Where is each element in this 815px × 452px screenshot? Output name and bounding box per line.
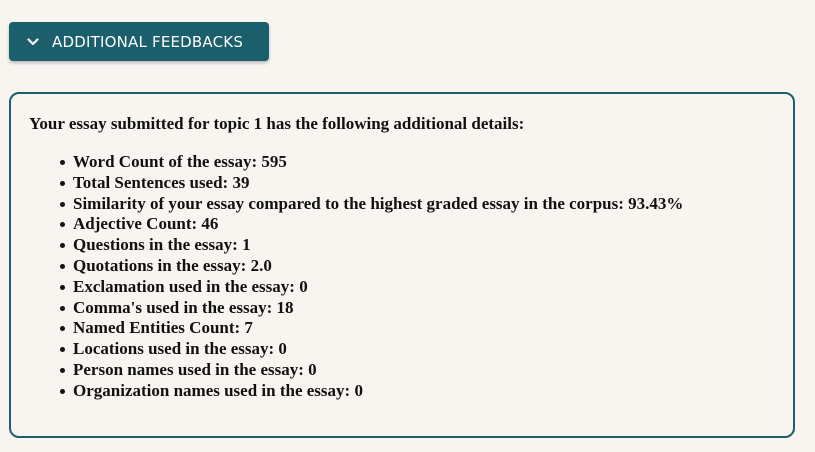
details-intro: Your essay submitted for topic 1 has the following additional details: xyxy=(29,114,525,133)
details-list xyxy=(73,152,683,402)
detail-adjective-count: Adjective Count: 46 xyxy=(73,214,683,235)
additional-feedbacks-label: ADDITIONAL FEEDBACKS xyxy=(52,32,244,51)
detail-locations: Locations used in the essay: 0 xyxy=(73,339,683,360)
chevron-down-icon xyxy=(27,38,39,46)
additional-details-panel xyxy=(9,92,795,438)
detail-exclamation: Exclamation used in the essay: 0 xyxy=(73,277,683,298)
detail-total-sentences: Total Sentences used: 39 xyxy=(73,173,683,194)
additional-feedbacks-button[interactable] xyxy=(9,22,269,61)
detail-person-names: Person names used in the essay: 0 xyxy=(73,360,683,381)
detail-commas: Comma's used in the essay: 18 xyxy=(73,298,683,319)
detail-similarity: Similarity of your essay compared to the highest graded essay in the corpus: 93.43% xyxy=(73,193,684,213)
detail-quotations: Quotations in the essay: 2.0 xyxy=(73,256,683,277)
detail-questions: Questions in the essay: 1 xyxy=(73,235,683,256)
detail-organization-names: Organization names used in the essay: 0 xyxy=(73,381,683,402)
detail-named-entities: Named Entities Count: 7 xyxy=(73,318,683,339)
detail-word-count: Word Count of the essay: 595 xyxy=(73,152,683,173)
